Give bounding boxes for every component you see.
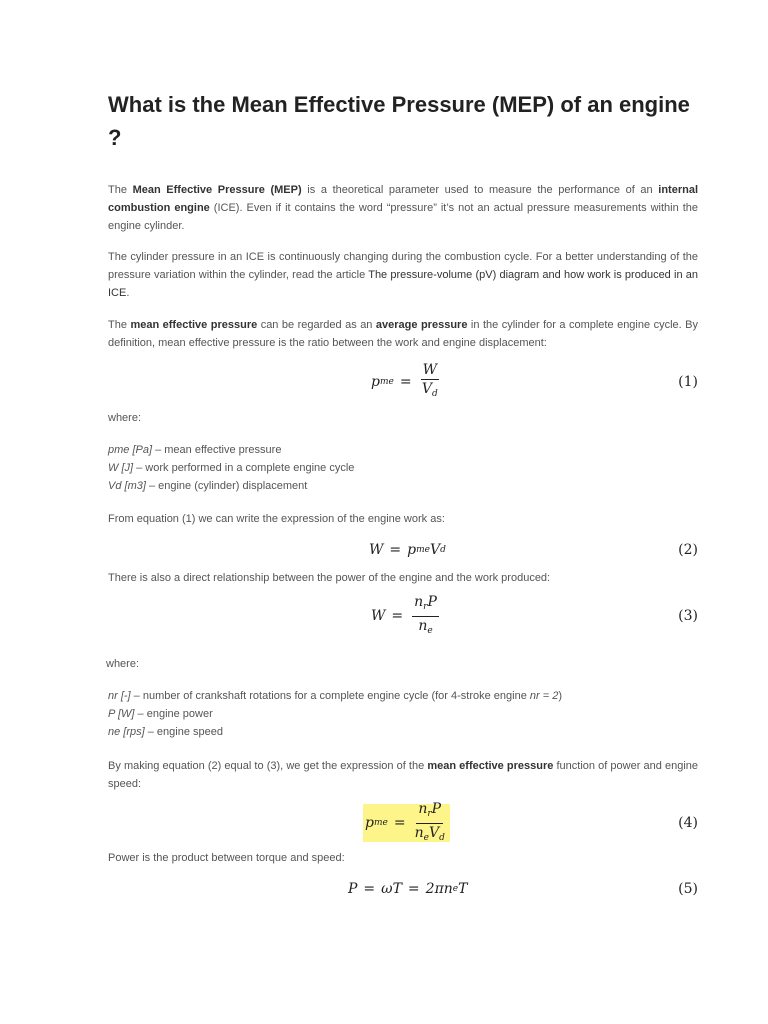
- equation-3-formula: [371, 593, 442, 636]
- definition-item: [108, 459, 698, 477]
- torque-paragraph: Power is the product between torque and speed:: [108, 852, 345, 864]
- text: The cylinder pressure in an ICE is continuously changing during the combustion cycle. For a better understanding of the pressure variation within the cylinder, read the article: [108, 251, 698, 281]
- symbol: n: [418, 800, 428, 817]
- symbol: pme [Pa]: [108, 444, 153, 456]
- subscript: me: [379, 377, 394, 387]
- description: – work performed in a complete engine cycle: [133, 462, 355, 474]
- bold-term: mean effective pressure: [130, 319, 258, 331]
- description: – engine (cylinder) displacement: [145, 480, 308, 492]
- definition-item: [108, 687, 698, 705]
- text: can be regarded as an: [257, 319, 376, 331]
- subscript: me: [416, 545, 430, 555]
- bold-term: average pressure: [375, 319, 468, 331]
- symbol: p: [371, 374, 380, 390]
- fraction: [412, 594, 439, 639]
- equals-sign: =: [391, 608, 404, 624]
- definition-item: [108, 441, 698, 459]
- equation-5-number: (5): [678, 881, 698, 897]
- equals-sign: =: [363, 881, 376, 897]
- text: The: [108, 319, 131, 331]
- definition-item: [108, 705, 698, 723]
- symbol: ne [rps]: [108, 726, 145, 738]
- bold-term: Mean Effective Pressure (MEP): [132, 184, 302, 196]
- pv-diagram-link[interactable]: The pressure-volume (pV) diagram and how work is produced in an ICE: [108, 269, 699, 299]
- equation-1: [108, 362, 698, 402]
- subscript: r: [423, 601, 428, 612]
- equals-sign: =: [407, 881, 420, 897]
- numerator: W: [422, 362, 437, 378]
- description: – number of crankshaft rotations for a complete engine cycle (for 4-stroke engine: [130, 690, 530, 702]
- equation-4-number: (4): [678, 815, 698, 831]
- symbol: V: [428, 824, 440, 841]
- definition-item: [108, 477, 698, 495]
- text: The: [108, 184, 133, 196]
- subscript: r: [427, 808, 432, 819]
- symbol: V: [429, 542, 441, 558]
- subscript: d: [440, 545, 446, 555]
- symbol: n: [418, 617, 428, 634]
- work-paragraph: From equation (1) we can write the expression of the engine work as:: [108, 513, 445, 525]
- text: By making equation (2) equal to (3), we get the expression of the: [108, 760, 428, 772]
- description: – engine speed: [144, 726, 223, 738]
- text: (ICE). Even if it contains the word “pressure” it’s not an actual pressure measurements within the engine cylinder.: [108, 202, 698, 232]
- symbol: n: [414, 824, 424, 841]
- symbol: P [W]: [108, 708, 135, 720]
- symbol: nr [-]: [108, 690, 131, 702]
- symbol: P: [431, 800, 442, 817]
- mep-power-paragraph: [108, 757, 698, 793]
- definition-paragraph: [108, 316, 698, 352]
- equals-sign: =: [393, 815, 406, 831]
- highlighted-formula: [363, 800, 450, 843]
- equation-5-formula: [348, 869, 467, 909]
- description: – mean effective pressure: [152, 444, 282, 456]
- equation-1-number: (1): [678, 374, 698, 390]
- equals-sign: =: [389, 542, 402, 558]
- symbol: W [J]: [108, 462, 134, 474]
- symbol: nr = 2: [529, 690, 559, 702]
- bold-term: mean effective pressure: [427, 760, 554, 772]
- symbol: p: [407, 542, 417, 558]
- fraction: [421, 362, 439, 402]
- definitions-list-1: [108, 441, 698, 495]
- description: ): [558, 690, 562, 702]
- symbol: P: [427, 593, 437, 610]
- equation-4: [108, 800, 698, 843]
- intro-paragraph: [108, 181, 698, 235]
- equation-3-number: (3): [678, 608, 698, 624]
- text: .: [126, 287, 130, 299]
- symbol: n: [414, 593, 424, 610]
- equation-1-formula: [371, 362, 442, 402]
- cylinder-paragraph: [108, 248, 698, 302]
- equation-5: [108, 869, 698, 909]
- symbol: W: [369, 542, 384, 558]
- where-label: where:: [108, 412, 142, 424]
- denominator: V: [421, 381, 432, 397]
- equation-2: [108, 530, 698, 570]
- symbol: W: [371, 608, 386, 624]
- symbol: 2πn: [425, 881, 453, 897]
- equation-3: [108, 593, 698, 636]
- symbol: P: [348, 881, 358, 897]
- text: in the cylinder for a complete engine cycle. By definition, mean effective pressure is the ratio between the work and engine displacement:: [108, 319, 698, 349]
- subscript: e: [423, 832, 429, 843]
- fraction: [415, 801, 445, 846]
- symbol: T: [458, 881, 468, 897]
- symbol: p: [365, 815, 374, 831]
- where-label: where:: [106, 658, 140, 670]
- subscript: d: [439, 832, 445, 843]
- equals-sign: =: [399, 374, 412, 390]
- power-work-paragraph: There is also a direct relationship between the power of the engine and the work produced:: [108, 572, 551, 584]
- description: – engine power: [134, 708, 213, 720]
- text: function of power and engine speed:: [108, 760, 699, 790]
- symbol: Vd [m3]: [108, 480, 146, 492]
- definition-item: [108, 723, 698, 741]
- subscript: e: [427, 625, 433, 636]
- subscript: e: [452, 884, 459, 894]
- subscript: me: [373, 818, 388, 828]
- definitions-list-2: [108, 687, 698, 741]
- text: is a theoretical parameter used to measure the performance of an: [301, 184, 659, 196]
- ice-link[interactable]: internal combustion engine: [108, 184, 699, 214]
- equation-2-formula: [369, 530, 446, 570]
- equation-2-number: (2): [678, 542, 698, 558]
- subscript: d: [431, 389, 438, 399]
- symbol: ωT: [381, 881, 402, 897]
- page-title: What is the Mean Effective Pressure (MEP) of an engine ?: [108, 92, 690, 150]
- equation-4-formula: [363, 800, 450, 843]
